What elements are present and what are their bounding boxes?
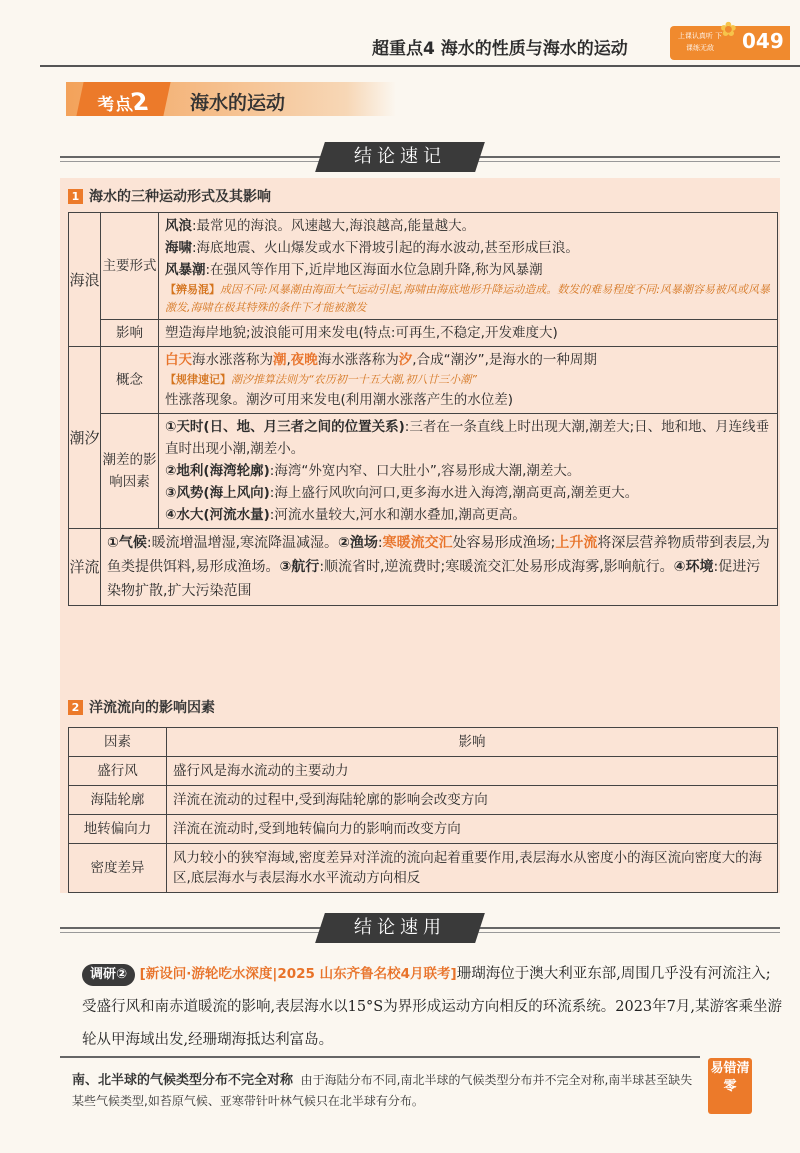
side-tab: 易错清零 [708,1058,752,1114]
factor-cell: 密度差异 [69,844,167,893]
motion-forms-table [68,212,778,606]
kaodian-banner [66,82,396,116]
part1-number: 1 [68,189,83,204]
factor-cell: 海陆轮廓 [69,786,167,815]
concept-label: 概念 [101,347,159,414]
chapter-title: 超重点4 海水的性质与海水的运动 [372,39,628,59]
section-bar-apply [60,913,780,943]
row-label-yangliu: 洋流 [69,529,101,606]
example-question [82,958,782,1057]
example-text: 珊瑚海位于澳大利亚东部,周围几乎没有河流注入;受盛行风和南赤道暖流的影响,表层海水以15°S为界形成运动方向相反的环流系统。2023年7月,某游客乘坐游轮从甲海域出发,经珊瑚海抵达利富岛。 [82,966,782,1048]
col-header-factor: 因素 [69,728,167,757]
impact-content: 塑造海岸地貌;波浪能可用来发电(特点:可再生,不稳定,开发难度大) [159,320,778,347]
yangliu-content: ①气候:暖流增温增湿,寒流降温减湿。②渔场:寒暖流交汇处容易形成渔场;上升流将深层营养物质带到表层,为鱼类提供饵料,易形成渔场。③航行:顺流省时,逆流费时;寒暖流交汇处易形成海雾,影响航行。④环境:促进污染物扩散,扩大污染范围 [101,529,778,606]
kaodian-tag: 考点2 [76,82,170,116]
factor-cell: 盛行风 [69,757,167,786]
page-header [0,0,800,80]
col-header-impact: 影响 [167,728,778,757]
footer-text: 由于海陆分布不同,南北半球的气候类型分布并不完全对称,南半球甚至缺失某些气候类型,如苔原气候、亚寒带针叶林气候只在北半球有分布。 [72,1073,693,1108]
table-row [69,844,778,893]
forms-content: 风浪:最常见的海浪。风速越大,海浪越高,能量越大。 海啸:海底地震、火山爆发或水下滑坡引起的海水波动,甚至形成巨浪。 风暴潮:在强风等作用下,近岸地区海面水位急剧升降,称为风暴潮 【辨易混】成因不同:风暴潮由海面大气运动引起,海啸由海底地形升降运动造成。数发的难易程度不同:风暴潮容易被风或风暴激发,海啸在极其特殊的条件下才能被激发 [159,213,778,320]
confusion-note: 【辨易混】成因不同:风暴潮由海面大气运动引起,海啸由海底地形升降运动造成。数发的难易程度不同:风暴潮容易被风或风暴激发,海啸在极其特殊的条件下才能被激发 [165,283,770,314]
footer-title: 南、北半球的气候类型分布不完全对称 [72,1073,294,1088]
example-tag: 调研② [82,964,135,986]
factor-content: ①天时(日、地、月三者之间的位置关系):三者在一条直线上时出现大潮,潮差大;日、地和地、月连线垂直时出现小潮,潮差小。 ②地利(海湾轮廓):海湾“外宽内窄、口大肚小”,容易形成大潮,潮差大。 ③风势(海上风向):海上盛行风吹向河口,更多海水进入海湾,潮高更高,潮差更大。 ④水大(河流水量):河流水量较大,河水和潮水叠加,潮高更高。 [159,414,778,529]
header-rule [40,65,800,67]
factor-cell: 地转偏向力 [69,815,167,844]
kaodian-title: 海水的运动 [190,92,286,114]
footer-note [72,1070,704,1111]
part1-heading: 1 海水的三种运动形式及其影响 [68,186,271,206]
page-badge [670,17,790,60]
section-label: 结论速记 [354,146,446,167]
factor-label: 潮差的影响因素 [101,414,159,529]
impact-cell: 洋流在流动时,受到地转偏向力的影响而改变方向 [167,815,778,844]
flower-icon: ✿ [720,17,737,41]
badge-note: 上课认真听 下课练无敌 [677,32,723,52]
section-label: 结论速用 [354,917,446,938]
section-bar-summary [60,142,780,172]
table-row [69,815,778,844]
part2-heading: 2 洋流流向的影响因素 [68,697,215,717]
row-label-chaoxi: 潮汐 [69,347,101,529]
table-row [69,757,778,786]
impact-cell: 风力较小的狭窄海域,密度差异对洋流的流向起着重要作用,表层海水从密度小的海区流向密度大的海区,底层海水与表层海水水平流动方向相反 [167,844,778,893]
current-factors-table [68,727,778,893]
rule-note: 【规律速记】潮汐推算法则为“农历初一十五大潮,初八廿三小潮” [165,373,477,386]
page-number: 049 [742,29,784,53]
table-row [69,786,778,815]
impact-label: 影响 [101,320,159,347]
row-label-hailang: 海浪 [69,213,101,347]
impact-cell: 洋流在流动的过程中,受到海陆轮廓的影响会改变方向 [167,786,778,815]
example-source: [新设问·游轮吃水深度|2025 山东齐鲁名校4月联考] [139,966,457,982]
impact-cell: 盛行风是海水流动的主要动力 [167,757,778,786]
forms-label: 主要形式 [101,213,159,320]
part2-number: 2 [68,700,83,715]
footer-rule [60,1056,700,1058]
concept-content: 白天海水涨落称为潮,夜晚海水涨落称为汐,合成“潮汐”,是海水的一种周期 【规律速记】潮汐推算法则为“农历初一十五大潮,初八廿三小潮” 性涨落现象。潮汐可用来发电(利用潮水涨落产生的水位差) [159,347,778,414]
